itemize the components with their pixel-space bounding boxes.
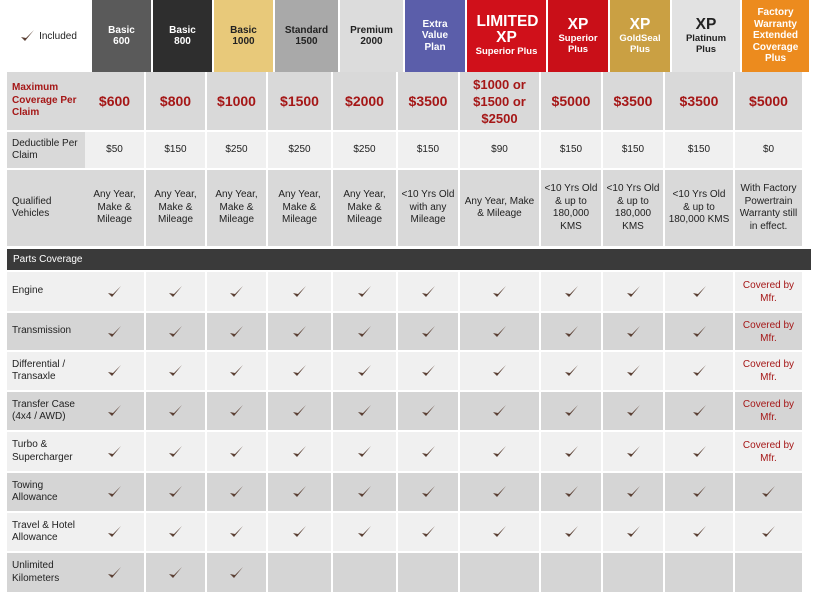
table-row [7, 513, 811, 551]
check-icon [292, 445, 307, 459]
coverage-cell [85, 432, 144, 471]
check-icon [492, 285, 507, 299]
coverage-cell [268, 272, 331, 311]
check-icon [168, 364, 183, 378]
coverage-cell [207, 553, 266, 592]
coverage-cell [146, 392, 205, 430]
check-icon [229, 325, 244, 339]
coverage-cell [603, 432, 663, 471]
check-icon [107, 364, 122, 378]
check-icon [107, 566, 122, 580]
coverage-cell [333, 473, 396, 511]
check-icon [107, 404, 122, 418]
check-icon [168, 285, 183, 299]
check-icon [626, 485, 641, 499]
deductible-value-text: $0 [762, 143, 775, 155]
table-row [7, 313, 811, 350]
plan-header-4 [340, 0, 403, 72]
max-coverage-row [7, 72, 811, 132]
coverage-cell [603, 313, 663, 350]
check-icon [492, 364, 507, 378]
plan-header-8 [610, 0, 670, 72]
plan-header-line: 800 [174, 36, 191, 47]
qualified-value-text: Any Year, Make & Mileage [343, 189, 386, 226]
check-icon [492, 485, 507, 499]
plan-header-3 [275, 0, 338, 72]
coverage-cell [665, 392, 733, 430]
max_coverage-value [146, 72, 205, 130]
coverage-cell [460, 392, 539, 430]
check-icon [357, 285, 372, 299]
check-icon [626, 364, 641, 378]
deductible-value [541, 132, 601, 168]
coverage-cell [333, 313, 396, 350]
qualified-value [146, 170, 205, 246]
plan-header-5 [405, 0, 465, 72]
check-icon [626, 325, 641, 339]
plan-header-line: Warranty [754, 18, 797, 30]
max_coverage-value-text: $1000 [217, 92, 256, 109]
check-icon [292, 325, 307, 339]
check-icon [564, 525, 579, 539]
deductible-value [398, 132, 458, 168]
coverage-cell [85, 473, 144, 511]
deductible-value-text: $90 [491, 143, 508, 155]
coverage-cell [735, 432, 802, 471]
max_coverage-value-text: $3500 [408, 92, 448, 109]
qualified-value-text: <10 Yrs Old & up to 180,000 KMS [668, 189, 730, 226]
check-icon [421, 485, 436, 499]
max_coverage-label: Maximum Coverage Per Claim [7, 72, 89, 130]
coverage-cell [398, 432, 458, 471]
coverage-cell [268, 513, 331, 551]
coverage-cell [146, 553, 205, 592]
check-icon [626, 285, 641, 299]
table-row [7, 272, 811, 311]
check-icon [229, 364, 244, 378]
coverage-cell [460, 553, 539, 592]
part-label: Engine [7, 272, 89, 311]
check-icon [357, 325, 372, 339]
check-icon [357, 404, 372, 418]
qualified-value [268, 170, 331, 246]
coverage-cell [603, 473, 663, 511]
coverage-cell [603, 352, 663, 390]
qualified-value [603, 170, 663, 246]
coverage-cell [398, 392, 458, 430]
coverage-cell [541, 313, 601, 350]
deductible-value [85, 132, 144, 168]
plan-header-9 [672, 0, 740, 72]
max_coverage-value-text: $800 [159, 92, 192, 109]
coverage-cell [398, 352, 458, 390]
coverage-cell [268, 553, 331, 592]
plan-header-line: Value [421, 30, 449, 42]
part-label: Towing Allowance [7, 473, 89, 511]
coverage-cell [146, 432, 205, 471]
qualified-value [460, 170, 539, 246]
part-label: Transmission [7, 313, 89, 350]
check-icon [692, 485, 707, 499]
deductible-value [207, 132, 266, 168]
deductible-value [735, 132, 802, 168]
coverage-cell [665, 473, 733, 511]
check-icon [564, 325, 579, 339]
max_coverage-value-text: $600 [98, 92, 131, 109]
check-icon [357, 364, 372, 378]
coverage-cell [398, 313, 458, 350]
coverage-cell [460, 313, 539, 350]
coverage-cell [333, 553, 396, 592]
part-label: Differential / Transaxle [7, 352, 89, 390]
max_coverage-value [398, 72, 458, 130]
plan-header-row [7, 0, 811, 72]
qualified-vehicles-row [7, 170, 811, 248]
plan-header-line: Factory [757, 7, 794, 19]
covered-by-mfr-text: Covered by Mfr. [742, 319, 795, 344]
plan-header-title: LIMITED XP [476, 13, 539, 47]
qualified-value-text: With Factory Powertrain Warranty still in effect. [739, 183, 798, 232]
coverage-cell [665, 513, 733, 551]
coverage-cell [146, 473, 205, 511]
plan-header-line: Basic [108, 24, 135, 36]
coverage-cell [460, 272, 539, 311]
check-icon [107, 485, 122, 499]
coverage-cell [735, 392, 802, 430]
check-icon [761, 525, 776, 539]
check-icon [692, 364, 707, 378]
parts-coverage-label: Parts Coverage [13, 254, 83, 265]
plan-header-title: XP [695, 15, 717, 33]
check-icon [292, 525, 307, 539]
plan-header-line: Basic [169, 24, 196, 36]
coverage-cell [460, 513, 539, 551]
part-label: Unlimited Kilometers [7, 553, 89, 592]
coverage-cell [541, 392, 601, 430]
check-icon [492, 404, 507, 418]
check-icon [292, 285, 307, 299]
qualified-value-text: Any Year, Make & Mileage [154, 189, 197, 226]
plan-header-line: Plus [764, 53, 787, 65]
table-row [7, 392, 811, 430]
qualified-value-text: Any Year, Make & Mileage [93, 189, 136, 226]
check-icon [168, 325, 183, 339]
check-icon [229, 404, 244, 418]
check-icon [357, 525, 372, 539]
deductible-value-text: $250 [225, 143, 248, 155]
plan-header-subtitle: Superior Plus [475, 46, 538, 58]
check-icon [421, 404, 436, 418]
check-icon [107, 525, 122, 539]
coverage-cell [85, 392, 144, 430]
deductible-value-text: $150 [559, 143, 583, 155]
deductible-row [7, 132, 811, 170]
qualified-value [207, 170, 266, 246]
max_coverage-value [207, 72, 266, 130]
plan-header-1 [153, 0, 212, 72]
coverage-cell [665, 553, 733, 592]
plan-header-line: 1000 [232, 36, 255, 47]
check-icon [626, 404, 641, 418]
check-icon [107, 445, 122, 459]
check-icon [564, 485, 579, 499]
plan-header-line: 2000 [360, 36, 383, 47]
check-icon [626, 525, 641, 539]
check-icon [292, 485, 307, 499]
check-icon [229, 445, 244, 459]
plan-header-line: Plan [424, 41, 446, 53]
deductible-value [665, 132, 733, 168]
coverage-cell [207, 272, 266, 311]
table-row [7, 432, 811, 471]
qualified-value [398, 170, 458, 246]
coverage-cell [735, 473, 802, 511]
plan-header-line: Standard [284, 24, 329, 36]
coverage-cell [665, 313, 733, 350]
coverage-cell [146, 352, 205, 390]
check-icon [421, 325, 436, 339]
plan-header-subtitle: GoldSeal Plus [619, 32, 661, 55]
max_coverage-value-text: $1500 [280, 92, 319, 109]
qualified-value-text: Any Year, Make & Mileage [464, 195, 535, 219]
check-icon [692, 325, 707, 339]
plan-header-10 [742, 0, 809, 72]
coverage-cell [333, 513, 396, 551]
qualified-value-text: <10 Yrs Old & up to 180,000 KMS [606, 183, 660, 232]
plan-header-2 [214, 0, 273, 72]
deductible-value-text: $150 [416, 143, 440, 155]
deductible-value-text: $150 [621, 143, 645, 155]
max_coverage-value [85, 72, 144, 130]
part-label: Travel & Hotel Allowance [7, 513, 89, 551]
max_coverage-value-text: $3500 [679, 92, 719, 109]
coverage-cell [665, 432, 733, 471]
deductible-value [333, 132, 396, 168]
check-icon [692, 285, 707, 299]
coverage-cell [85, 553, 144, 592]
coverage-cell [735, 553, 802, 592]
coverage-cell [460, 352, 539, 390]
check-icon [292, 404, 307, 418]
max_coverage-value [603, 72, 663, 130]
check-icon [229, 566, 244, 580]
check-icon [564, 285, 579, 299]
check-icon [492, 445, 507, 459]
max_coverage-value-text: $1000 or $1500 or $2500 [473, 76, 526, 126]
coverage-cell [541, 352, 601, 390]
coverage-cell [541, 513, 601, 551]
coverage-cell [146, 272, 205, 311]
coverage-cell [268, 313, 331, 350]
plan-header-line: 600 [113, 36, 130, 47]
coverage-cell [333, 352, 396, 390]
plan-header-title: XP [567, 15, 589, 33]
max_coverage-value-text: $5000 [551, 92, 591, 109]
table-row [7, 352, 811, 390]
check-icon [761, 485, 776, 499]
check-icon [421, 285, 436, 299]
coverage-cell [85, 352, 144, 390]
coverage-cell [85, 313, 144, 350]
check-icon [357, 445, 372, 459]
check-icon [357, 485, 372, 499]
coverage-cell [207, 432, 266, 471]
check-icon [421, 525, 436, 539]
qualified-value [541, 170, 601, 246]
coverage-cell [85, 272, 144, 311]
coverage-cell [146, 313, 205, 350]
coverage-cell [603, 272, 663, 311]
check-icon [564, 445, 579, 459]
deductible-value-text: $50 [106, 143, 123, 155]
max_coverage-value [460, 72, 539, 130]
coverage-cell [665, 352, 733, 390]
coverage-cell [146, 513, 205, 551]
coverage-cell [541, 432, 601, 471]
check-icon [492, 525, 507, 539]
deductible-value [146, 132, 205, 168]
coverage-cell [541, 553, 601, 592]
check-icon [229, 285, 244, 299]
check-icon [692, 445, 707, 459]
check-icon [564, 404, 579, 418]
covered-by-mfr-text: Covered by Mfr. [742, 439, 795, 464]
check-icon [421, 445, 436, 459]
deductible-value-text: $150 [164, 143, 187, 155]
legend-included-label: Included [39, 30, 77, 42]
check-icon [107, 285, 122, 299]
covered-by-mfr-text: Covered by Mfr. [742, 279, 795, 304]
coverage-cell [603, 392, 663, 430]
plan-header-line: Coverage [752, 41, 799, 53]
coverage-cell [541, 473, 601, 511]
coverage-cell [207, 473, 266, 511]
check-icon [564, 364, 579, 378]
deductible-value [268, 132, 331, 168]
max_coverage-value [735, 72, 802, 130]
coverage-cell [541, 272, 601, 311]
coverage-cell [268, 432, 331, 471]
coverage-cell [735, 513, 802, 551]
max_coverage-value [268, 72, 331, 130]
check-icon [168, 485, 183, 499]
plan-header-subtitle: Platinum Plus [685, 32, 727, 55]
coverage-cell [735, 272, 802, 311]
coverage-cell [268, 352, 331, 390]
coverage-cell [268, 392, 331, 430]
max_coverage-value [665, 72, 733, 130]
max_coverage-value [333, 72, 396, 130]
coverage-cell [333, 392, 396, 430]
coverage-cell [460, 432, 539, 471]
part-label: Transfer Case (4x4 / AWD) [7, 392, 89, 430]
coverage-cell [207, 313, 266, 350]
qualified-value [735, 170, 802, 246]
check-icon [626, 445, 641, 459]
max_coverage-value [541, 72, 601, 130]
check-icon [421, 364, 436, 378]
check-icon [168, 404, 183, 418]
table-row [7, 473, 811, 511]
check-icon [107, 325, 122, 339]
coverage-cell [333, 432, 396, 471]
plan-header-subtitle: Superior Plus [558, 32, 598, 55]
coverage-cell [398, 513, 458, 551]
deductible-value [460, 132, 539, 168]
coverage-cell [735, 313, 802, 350]
max_coverage-value-text: $2000 [345, 92, 384, 109]
plan-header-7 [548, 0, 608, 72]
check-icon [168, 445, 183, 459]
plan-header-line: Basic [230, 24, 257, 36]
coverage-cell [207, 392, 266, 430]
coverage-cell [665, 272, 733, 311]
plan-header-title: XP [629, 15, 651, 33]
plan-header-line: Extended [752, 30, 798, 42]
parts-coverage-header [7, 249, 811, 270]
deductible-value-text: $250 [288, 143, 311, 155]
max_coverage-value-text: $3500 [613, 92, 653, 109]
coverage-cell [398, 272, 458, 311]
plan-header-0 [92, 0, 151, 72]
coverage-cell [268, 473, 331, 511]
plan-header-6 [467, 0, 546, 72]
covered-by-mfr-text: Covered by Mfr. [742, 399, 795, 423]
coverage-cell [398, 553, 458, 592]
coverage-cell [735, 352, 802, 390]
qualified-label: Qualified Vehicles [7, 170, 89, 246]
coverage-cell [207, 352, 266, 390]
deductible-value [603, 132, 663, 168]
check-icon [692, 525, 707, 539]
deductible-value-text: $250 [353, 143, 376, 155]
covered-by-mfr-text: Covered by Mfr. [742, 359, 795, 383]
max_coverage-value-text: $5000 [749, 92, 788, 109]
coverage-cell [603, 513, 663, 551]
check-icon [229, 525, 244, 539]
qualified-value-text: <10 Yrs Old & up to 180,000 KMS [544, 183, 598, 232]
coverage-cell [398, 473, 458, 511]
coverage-cell [603, 553, 663, 592]
qualified-value [333, 170, 396, 246]
coverage-cell [207, 513, 266, 551]
check-icon [168, 525, 183, 539]
coverage-cell [85, 513, 144, 551]
qualified-value-text: Any Year, Make & Mileage [215, 189, 258, 226]
check-icon [168, 566, 183, 580]
plan-header-line: Premium [350, 24, 393, 36]
deductible-label: Deductible Per Claim [7, 132, 89, 168]
deductible-value-text: $150 [687, 143, 711, 155]
qualified-value-text: Any Year, Make & Mileage [278, 189, 321, 226]
check-icon [229, 485, 244, 499]
qualified-value-text: <10 Yrs Old with any Mileage [401, 189, 455, 226]
check-icon [492, 325, 507, 339]
table-row [7, 553, 811, 592]
check-icon [292, 364, 307, 378]
plan-header-line: 1500 [295, 36, 318, 47]
part-label: Turbo & Supercharger [7, 432, 89, 471]
check-icon [692, 404, 707, 418]
qualified-value [665, 170, 733, 246]
qualified-value [85, 170, 144, 246]
plan-header-line: Extra [422, 18, 448, 30]
coverage-cell [460, 473, 539, 511]
coverage-cell [333, 272, 396, 311]
